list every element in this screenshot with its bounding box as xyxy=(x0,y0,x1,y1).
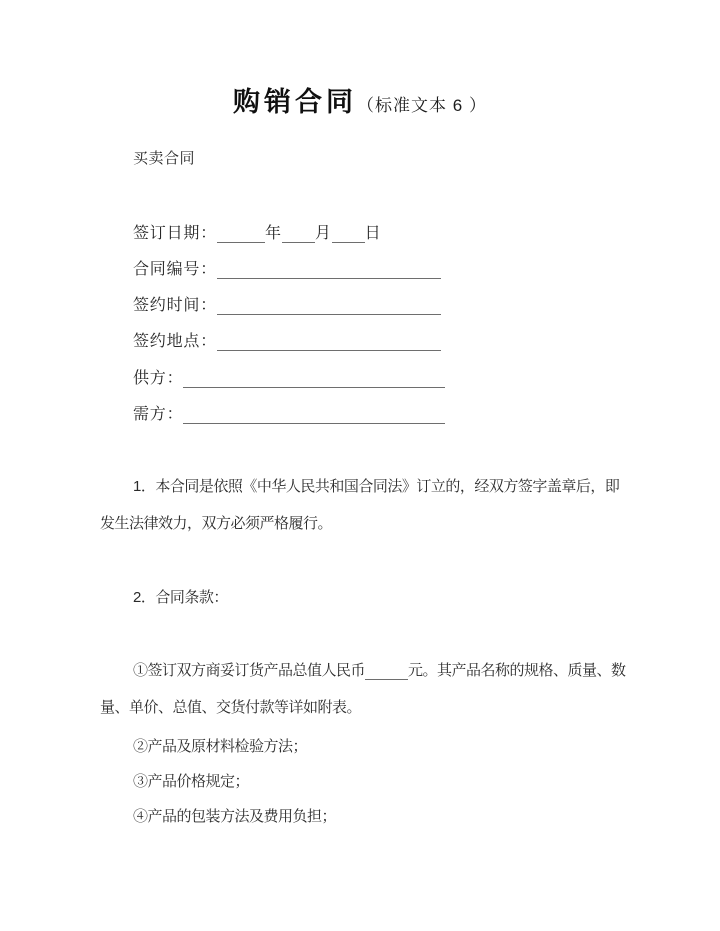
sign-time-label: 签约时间： xyxy=(133,297,218,314)
buyer-blank-underline xyxy=(183,404,445,424)
contract-no-blank-underline xyxy=(217,259,441,279)
supplier-blank-underline xyxy=(183,368,445,388)
clause2-item1-line2: 量、单价、总值、交货付款等详如附表。 xyxy=(100,699,362,716)
month-suffix-label: 月 xyxy=(314,225,332,242)
year-suffix-label: 年 xyxy=(265,225,282,242)
month-blank-underline xyxy=(282,223,315,243)
clause2-item2: ②产品及原材料检验方法； xyxy=(133,738,308,755)
title-subtitle-text: （标准文本 6 ） xyxy=(357,96,487,115)
field-sign-date xyxy=(133,224,381,243)
day-blank-underline xyxy=(332,223,365,243)
field-contract-no xyxy=(133,260,441,279)
field-sign-place xyxy=(133,332,441,351)
amount-blank-underline xyxy=(365,660,408,680)
day-suffix-label: 日 xyxy=(364,225,382,242)
clause2-item3: ③产品价格规定； xyxy=(133,773,250,790)
field-buyer xyxy=(133,405,445,424)
sign-date-label: 签订日期： xyxy=(133,225,218,242)
item1-text-before-blank: ①签订双方商妥订货产品总值人民币 xyxy=(133,662,366,679)
item1-text-after-blank: 元。其产品名称的规格、质量、数 xyxy=(408,662,626,679)
title-main-text: 购销合同 xyxy=(233,87,358,117)
sign-place-blank-underline xyxy=(217,331,441,351)
sign-time-blank-underline xyxy=(217,295,441,315)
field-sign-time xyxy=(133,296,441,315)
contract-type-label: 买卖合同 xyxy=(133,150,196,167)
clause1-line2: 发生法律效力，双方必须严格履行。 xyxy=(100,515,333,532)
clause2-item1-line1 xyxy=(133,661,626,680)
sign-place-label: 签约地点： xyxy=(133,333,218,350)
year-blank-underline xyxy=(217,223,265,243)
buyer-label: 需方： xyxy=(133,406,184,423)
field-supplier xyxy=(133,369,445,388)
document-title xyxy=(0,86,720,123)
clause2-heading: 2．合同条款： xyxy=(133,589,228,606)
contract-no-label: 合同编号： xyxy=(133,261,218,278)
clause1-line1: 1．本合同是依照《中华人民共和国合同法》订立的，经双方签字盖章后，即 xyxy=(133,478,620,495)
clause2-item4: ④产品的包装方法及费用负担； xyxy=(133,808,337,825)
supplier-label: 供方： xyxy=(133,370,184,387)
